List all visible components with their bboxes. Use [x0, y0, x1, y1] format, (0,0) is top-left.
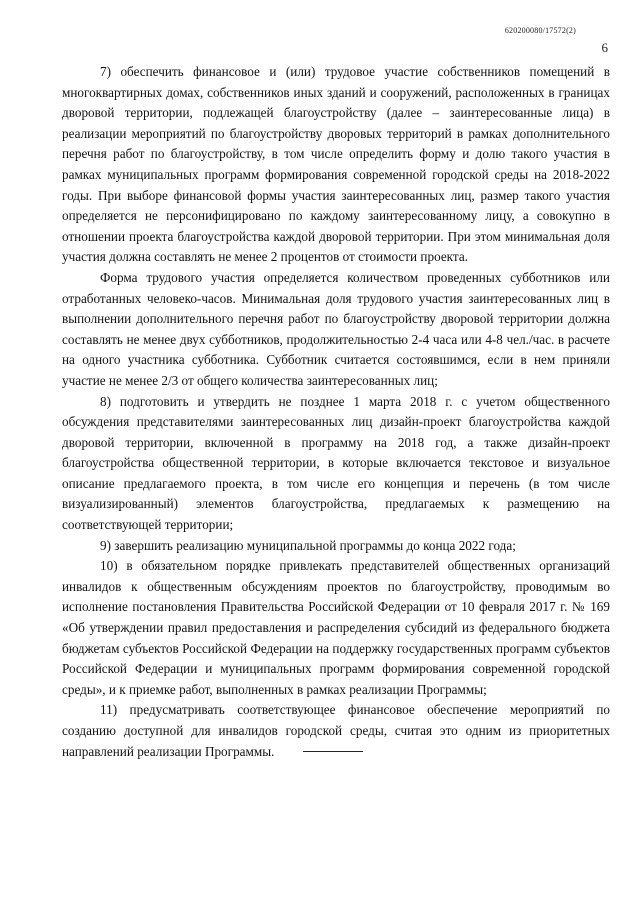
paragraph-8: 8) подготовить и утвердить не позднее 1 марта 2018 г. с учетом общественного обсуждения представителями заинтересованных лиц дизайн-проект благоустройства каждой дворовой территории, включенной в программу на 2018 год, а также дизайн-проект благоустройства общественной территории, в которые включается текстовое и визуальное описание предлагаемого проекта, в том числе его концепция и перечень (в том числе визуализированный) элементов благоустройства, предлагаемых к размещению на соответствующей территории;	[62, 393, 610, 533]
document-code: 620200080/17572(2)	[504, 26, 576, 35]
document-body	[62, 62, 610, 762]
paragraph-7: 7) обеспечить финансовое и (или) трудовое участие собственников помещений в многоквартирных домах, собственников иных зданий и сооружений, расположенных в границах дворовой территории, подлежащей благоустройству (далее – заинтересованные лица) в реализации мероприятий по благоустройству дворовых территорий в рамках дополнительного перечня работ по благоустройству, в том числе определить форму и долю такого участия в рамках муниципальных программ формирования современной городской среды на 2018-2022 годы. При выборе финансовой формы участия заинтересованных лиц, размер такого участия определяется не персонифицировано по каждому заинтересованному лицу, а совокупно в отношении проекта благоустройства каждой дворовой территории. При этом минимальная доля участия должна составлять не менее 2 процентов от стоимости проекта.	[62, 64, 610, 265]
page-number: 6	[601, 40, 608, 55]
paragraph-10: 10) в обязательном порядке привлекать представителей общественных организаций инвалидов к общественным обсуждениям проектов по благоустройству, проводимым во исполнение постановления Правительства Российской Федерации от 10 февраля 2017 г. № 169 «Об утверждении правил предоставления и распределения субсидий из федерального бюджета бюджетам субъектов Российской Федерации на поддержку государственных программ субъектов Российской Федерации и муниципальных программ формирования современной городской среды», и к приемке работ, выполненных в рамках реализации Программы;	[62, 558, 610, 697]
paragraph-9: 9) завершить реализацию муниципальной программы до конца 2022 года;	[100, 537, 516, 553]
end-separator-line	[303, 751, 363, 752]
paragraph-labor-participation: Форма трудового участия определяется количеством проведенных субботников или отработанных человеко-часов. Минимальная доля трудового участия заинтересованных лиц в выполнении дополнительного перечня работ по благоустройству дворовой территории должна составлять не менее двух субботников, продолжительностью 2-4 часа или 4-8 чел./час. в расчете на одного участника субботника. Субботник считается состоявшимся, если в нем приняли участие не менее 2/3 от общего количества заинтересованных лиц;	[62, 269, 610, 388]
paragraph-11: 11) предусматривать соответствующее финансовое обеспечение мероприятий по созданию доступной для инвалидов городской среды, считая это одним из приоритетных направлений реализации Программы.	[62, 702, 610, 759]
